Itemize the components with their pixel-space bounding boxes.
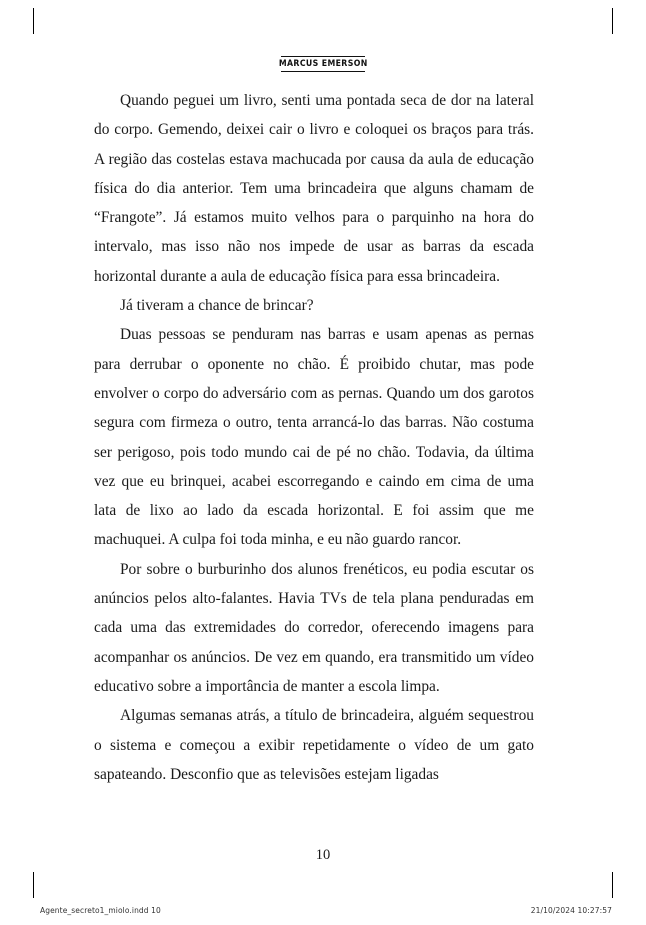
paragraph: Quando peguei um livro, senti uma pontada seca de dor na lateral do corpo. Gemendo, deixei cair o livro e coloquei os braços para trás. A região das costelas estava machucada por causa da aula de educação física do dia anterior. Tem uma brincadeira que alguns chamam de “Frangote”. Já estamos muito velhos para o parquinho na hora do intervalo, mas isso não nos impede de usar as barras da escada horizontal durante a aula de educação física para essa brincadeira.: [94, 92, 534, 285]
crop-mark-bottom-left: [33, 872, 34, 898]
running-head: [0, 56, 646, 72]
running-head-rule-top: [281, 56, 365, 57]
running-head-rule-bottom: [281, 71, 365, 72]
paragraph: Algumas semanas atrás, a título de brincadeira, alguém sequestrou o sistema e começou a exibir repetidamente o vídeo de um gato sapateando. Desconfio que as televisões estejam ligadas: [94, 707, 534, 783]
footer-timestamp: 21/10/2024 10:27:57: [530, 906, 612, 915]
crop-mark-bottom-right: [612, 872, 613, 898]
paragraph: Já tiveram a chance de brincar?: [120, 297, 314, 315]
page-number: 10: [315, 847, 331, 863]
crop-mark-top-left: [33, 8, 34, 34]
running-head-text: MARCUS EMERSON: [278, 59, 368, 69]
footer-file-slug: Agente_secreto1_miolo.indd 10: [40, 906, 161, 915]
crop-mark-top-right: [612, 8, 613, 34]
paragraph: Duas pessoas se penduram nas barras e usam apenas as pernas para derrubar o oponente no chão. É proibido chutar, mas pode envolver o corpo do adversário com as pernas. Quando um dos garotos segura com firmeza o outro, tenta arrancá-lo das barras. Não costuma ser perigoso, pois todo mundo cai de pé no chão. Todavia, da última vez que eu brinquei, acabei escorregando e caindo em cima de uma lata de lixo ao lado da escada horizontal. E foi assim que me machuquei. A culpa foi toda minha, e eu não guardo rancor.: [94, 326, 534, 549]
body-text-block: [94, 86, 534, 789]
paragraph: Por sobre o burburinho dos alunos frenéticos, eu podia escutar os anúncios pelos alto-falantes. Havia TVs de tela plana penduradas em cada uma das extremidades do corredor, oferecendo imagens para acompanhar os anúncios. De vez em quando, era transmitido um vídeo educativo sobre a importância de manter a escola limpa.: [94, 560, 534, 695]
